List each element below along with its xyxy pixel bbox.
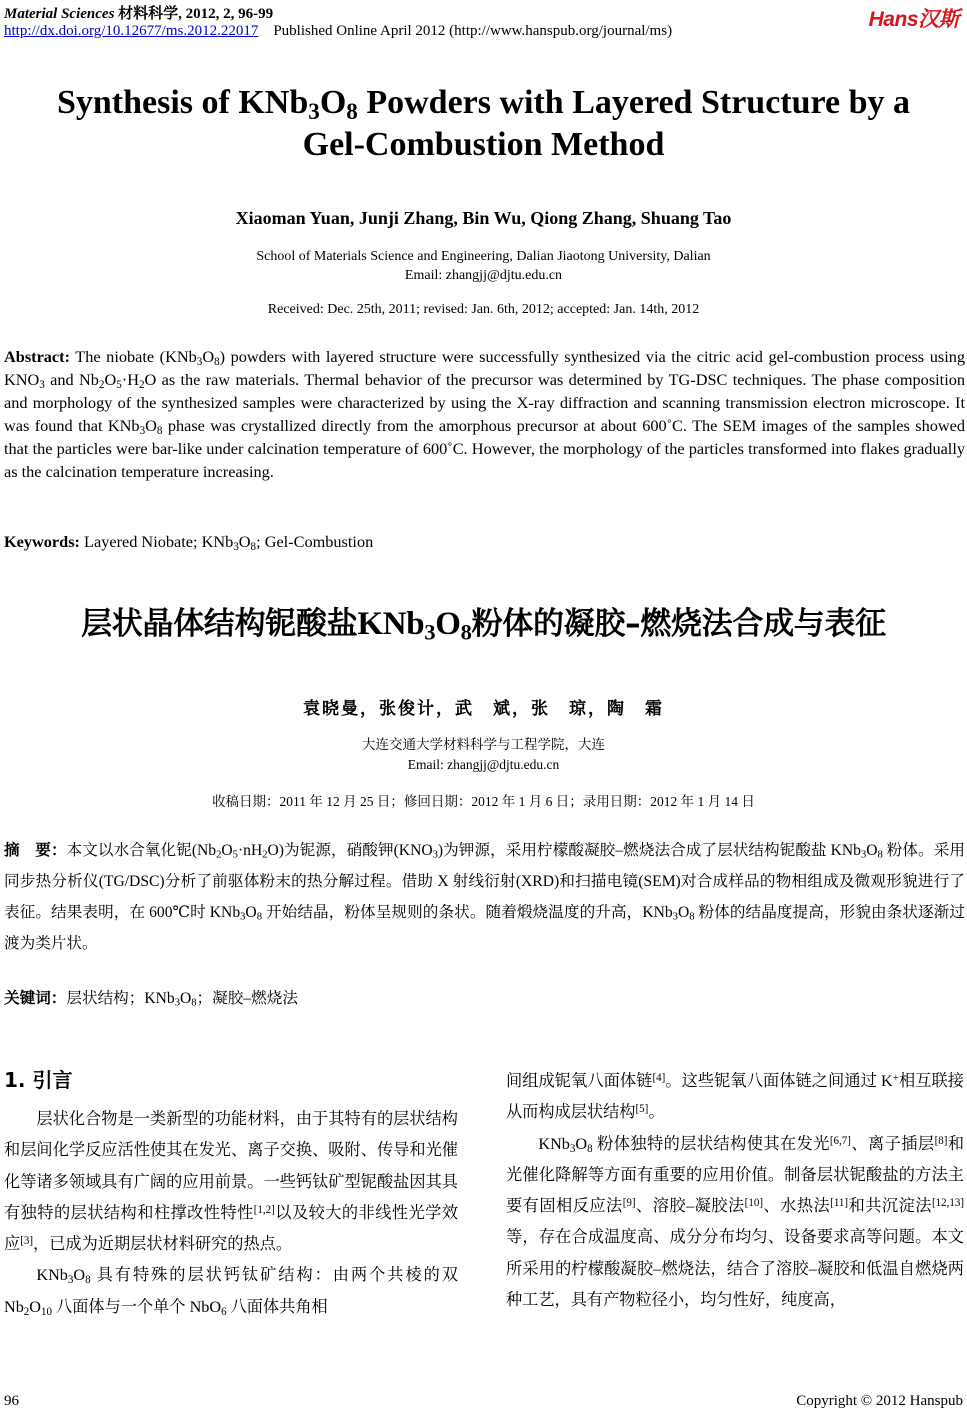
right-column: [506, 1066, 964, 1316]
paper-title: Synthesis of $KNb_3O_8$ Powders with Layered Structure by a Gel-Combustion Method: [56, 84, 910, 163]
abstract-label: Abstract:: [4, 347, 71, 366]
intro-paragraph-1: 层状化合物是一类新型的功能材料，由于其特有的层状结构和层间化学反应活性使其在发光、离子交换、吸附、传导和光催化等诸多领域具有广阔的应用前景。一些钙钛矿型铌酸盐因其具有独特的层状结构和柱撑改性特性[1,2]以及较大的非线性光学效应[3]，已成为近期层状材料研究的热点。: [4, 1110, 459, 1254]
doi-line: [4, 23, 672, 40]
abstract: Abstract: The niobate $(KNb_3O_8)$ powders with layered structure were successfully synthesized via the citric acid gel-combustion process using $KNO_3$ and $Nb_2O_5\cdot H_2O$ as the raw materials. Thermal behavior of the precursor was determined by TG-DSC techniques. The phase composition and morphology of the synthesized samples were characterized by using the X-ray diffraction and scanning transmission electron microscope. It was found that $KNb_3O_8$ phase was crystallized directly from the amorphous precursor at about 600˚C. The SEM images of the samples showed that the particles were bar-like under calcination temperature of 600˚C. However, the morphology of the particles transformed into flakes gradually as the calcination temperature increasing.: [4, 347, 966, 481]
author-list: Xiaoman Yuan, Junji Zhang, Bin Wu, Qiong Zhang, Shuang Tao: [235, 208, 732, 228]
left-column: [4, 1104, 458, 1323]
received-dates-cn: 收稿日期：2011 年 12 月 25 日；修回日期：2012 年 1 月 6 日；录用日期：2012 年 1 月 14 日: [212, 794, 755, 809]
page-number: 96: [4, 1393, 19, 1409]
keywords-cn-label: 关键词：: [4, 989, 67, 1007]
journal-name: Material Sciences: [4, 6, 115, 22]
section-heading-introduction: 1. 引言: [4, 1068, 73, 1092]
affiliation-cn-text: 大连交通大学材料科学与工程学院，大连: [362, 737, 605, 752]
published-info: Published Online April 2012 (http://www.hanspub.org/journal/ms): [273, 23, 673, 39]
keywords: Keywords: Layered Niobate; $KNb_3O_8$; Gel-Combustion: [4, 532, 374, 553]
keywords-cn: 关键词：层状结构；$KNb_3O_8$；凝胶–燃烧法: [4, 989, 298, 1009]
doi-link[interactable]: http://dx.doi.org/10.12677/ms.2012.22017: [4, 23, 259, 39]
author-list-cn: 袁晓曼，张俊计，武 斌，张 琼，陶 霜: [303, 699, 664, 719]
affiliation-cn: [0, 735, 967, 775]
publisher-logo: Hans汉斯: [868, 8, 959, 31]
received-dates: Received: Dec. 25th, 2011; revised: Jan. 6th, 2012; accepted: Jan. 14th, 2012: [267, 302, 700, 317]
email: Email: zhangjj@djtu.edu.cn: [404, 268, 563, 283]
journal-header: [4, 2, 273, 23]
copyright: Copyright © 2012 Hanspub: [796, 1393, 963, 1409]
abstract-cn-label: 摘 要：: [4, 841, 67, 859]
journal-volume: , 2012, 2, 96-99: [178, 6, 274, 22]
affiliation: [0, 247, 967, 285]
affiliation-text: School of Materials Science and Engineering, Dalian Jiaotong University, Dalian: [256, 249, 711, 264]
intro-paragraph-2: $KNb_3O_8$ 具有特殊的层状钙钛矿结构：由两个共棱的双 $Nb_2O_{10}$ 八面体与一个单个 NbO$_6$ 八面体共角相: [4, 1266, 458, 1318]
email-cn: Email: zhangjj@djtu.edu.cn: [407, 757, 560, 772]
abstract-cn: 摘 要：本文以水合氧化铌$(Nb_2O_5\cdot nH_2O)$为铌源，硝酸钾$(KNO_3)$为钾源，采用柠檬酸凝胶–燃烧法合成了层状结构铌酸盐 $KNb_3O_8$ 粉体。采用同步热分析仪(TG/DSC)分析了前驱体粉末的热分解过程。借助 X 射线衍射(XRD)和扫描电镜(SEM)对合成样品的物相组成及微观形貌进行了表征。结果表明，在 600℃时 $KNb_3O_8$ 开始结晶，粉体呈规则的条状。随着煅烧温度的升高，$KNb_3O_8$ 粉体的结晶度提高，形貌由条状逐渐过渡为类片状。: [4, 841, 966, 952]
keywords-label: Keywords:: [4, 532, 80, 551]
intro-paragraph-2-cont: 间组成铌氧八面体链[4]。这些铌氧八面体链之间通过 K+相互联接从而构成层状结构[5]。: [506, 1072, 964, 1122]
intro-paragraph-3: $KNb_3O_8$ 粉体独特的层状结构使其在发光[6,7]、离子插层[8]和光催化降解等方面有重要的应用价值。制备层状铌酸盐的方法主要有固相反应法[9]、溶胶–凝胶法[10]、水热法[11]和共沉淀法[12,13]等，存在合成温度高、成分分布均匀、设备要求高等问题。本文所采用的柠檬酸凝胶–燃烧法，结合了溶胶–凝胶和低温自燃烧两种工艺，具有产物粒径小，均匀性好，纯度高，: [506, 1134, 965, 1310]
paper-title-line2: Gel-Combustion Method: [302, 126, 665, 163]
paper-title-cn: 层状晶体结构铌酸盐$KNb_3O_8$粉体的凝胶–燃烧法合成与表征: [81, 606, 886, 645]
journal-name-cn: 材料科学: [118, 6, 179, 22]
